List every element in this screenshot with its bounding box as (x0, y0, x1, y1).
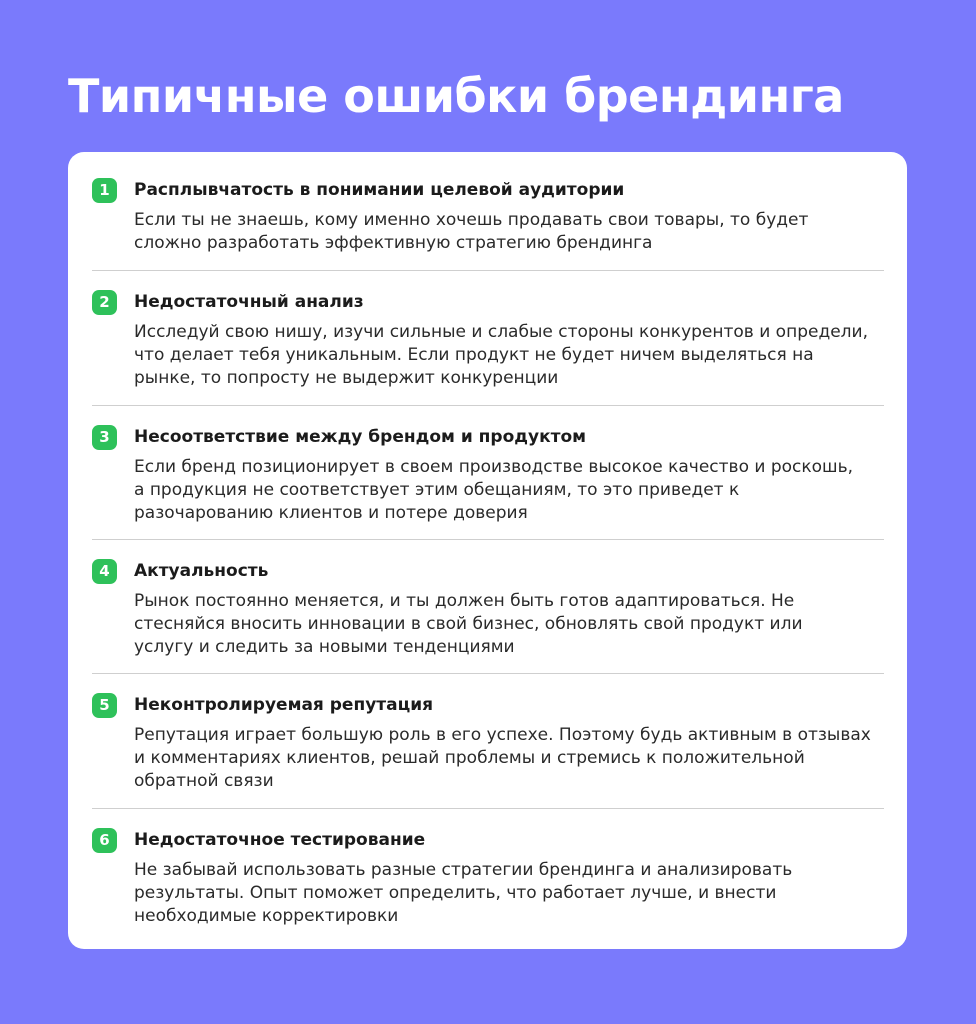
item-description: Если ты не знаешь, кому именно хочешь продавать свои товары, то будет сложно разработать эффективную стратегию брендинга (134, 210, 809, 253)
item-description: Рынок постоянно меняется, и ты должен быть готов адаптироваться. Не стесняйся вносить инновации в свой бизнес, обновлять свой продукт или услугу и следить за новыми тенденциями (134, 591, 803, 657)
item-title: Несоответствие между брендом и продуктом (134, 427, 587, 447)
item-number-badge: 4 (92, 559, 117, 584)
item-title: Недостаточное тестирование (134, 830, 426, 850)
divider (92, 539, 884, 540)
divider (92, 808, 884, 809)
item-number-badge: 3 (92, 425, 117, 450)
item-description: Если бренд позиционирует в своем производстве высокое качество и роскошь, а продукция не соответствует этим обещаниям, то это приведет к разочарованию клиентов и потере доверия (134, 457, 854, 523)
item-number-badge: 1 (92, 178, 117, 203)
errors-card (68, 152, 907, 949)
item-number-badge: 2 (92, 290, 117, 315)
item-number-badge: 5 (92, 693, 117, 718)
item-number-badge: 6 (92, 828, 117, 853)
item-title: Неконтролируемая репутация (134, 695, 434, 715)
page-title: Типичные ошибки брендинга (68, 69, 844, 123)
item-description: Репутация играет большую роль в его успехе. Поэтому будь активным в отзывах и комментариях клиентов, решай проблемы и стремись к положительной обратной связи (134, 725, 871, 791)
item-title: Расплывчатость в понимании целевой аудитории (134, 180, 625, 200)
divider (92, 270, 884, 271)
item-title: Недостаточный анализ (134, 292, 364, 312)
item-description: Исследуй свою нишу, изучи сильные и слабые стороны конкурентов и определи, что делает тебя уникальным. Если продукт не будет ничем выделяться на рынке, то попросту не выдержит конкуренции (134, 322, 868, 388)
divider (92, 673, 884, 674)
divider (92, 405, 884, 406)
item-title: Актуальность (134, 561, 269, 581)
item-description: Не забывай использовать разные стратегии брендинга и анализировать результаты. Опыт поможет определить, что работает лучше, и внести необходимые корректировки (134, 860, 793, 926)
